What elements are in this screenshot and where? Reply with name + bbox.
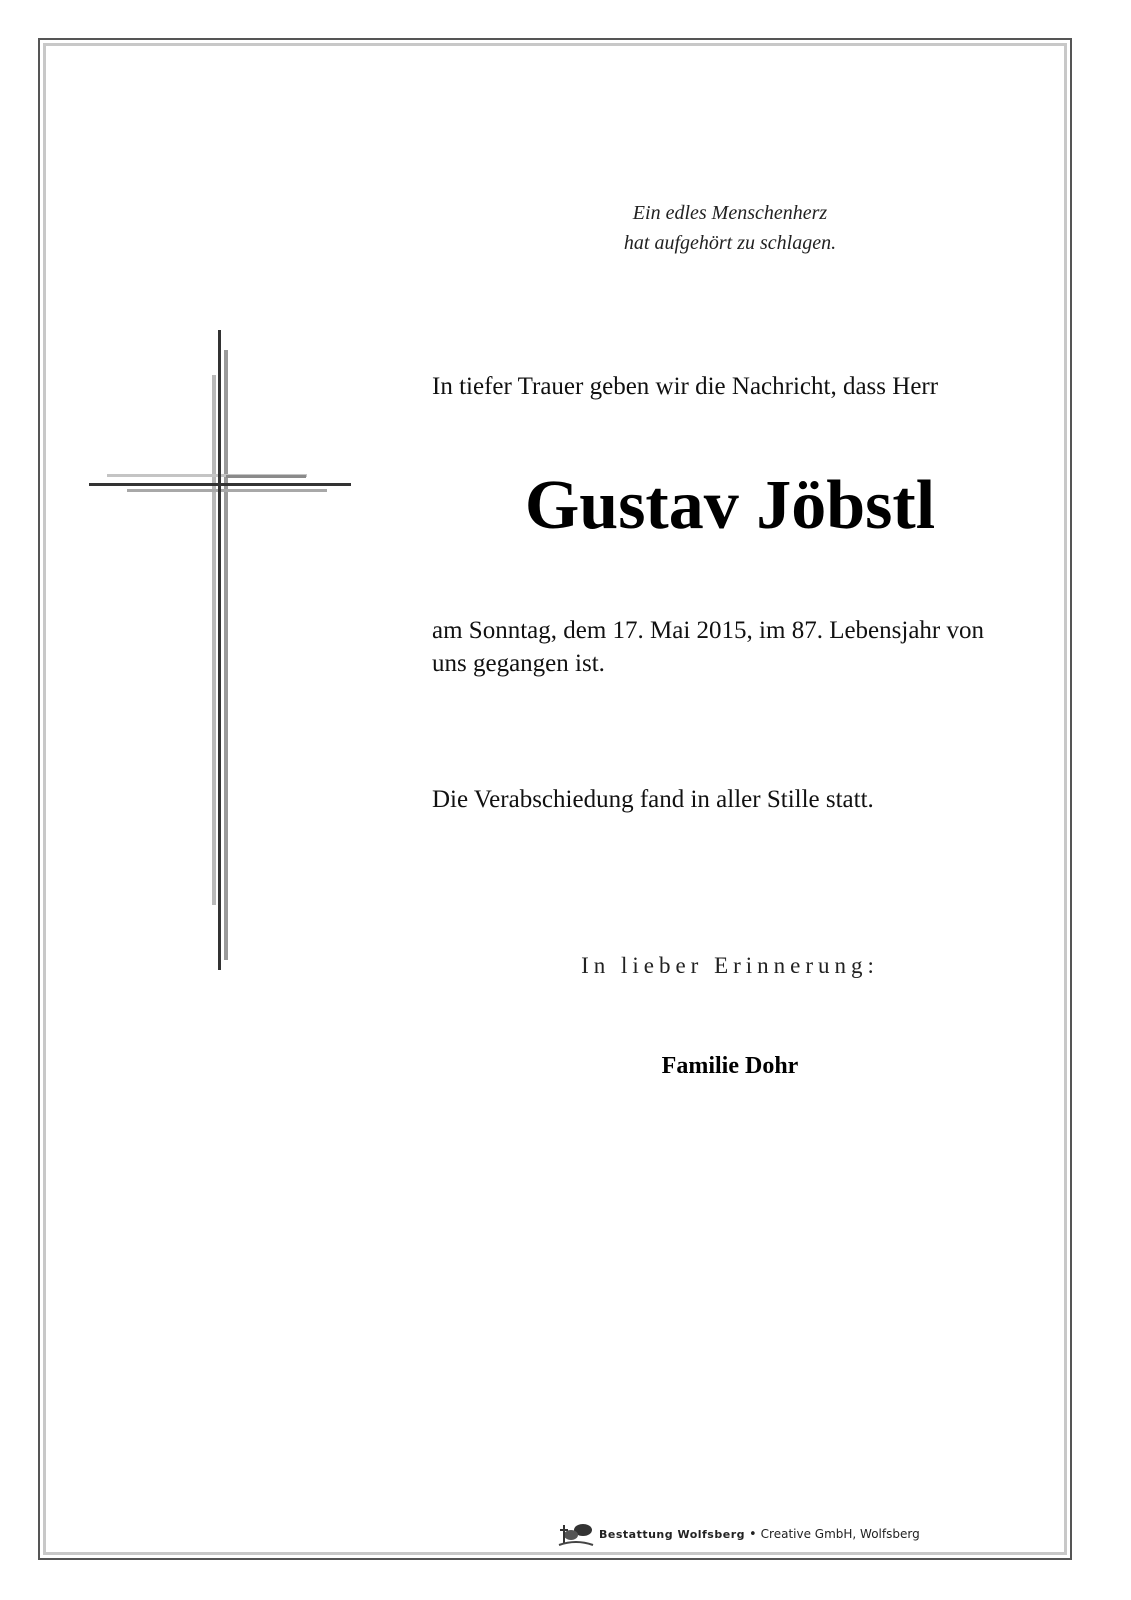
date-paragraph xyxy=(432,614,1032,680)
deceased-name: Gustav Jöbstl xyxy=(524,467,936,544)
motto xyxy=(520,198,940,258)
bestattung-logo-icon xyxy=(557,1521,595,1547)
motto-line-2: hat aufgehört zu schlagen. xyxy=(623,232,837,254)
farewell-text: Die Verabschiedung fand in aller Stille statt. xyxy=(432,786,874,813)
footer-brand: Bestattung Wolfsberg xyxy=(599,1527,745,1541)
date-line-2: uns gegangen ist. xyxy=(432,650,605,677)
memory-heading: In lieber Erinnerung: xyxy=(581,953,879,978)
cross-icon xyxy=(85,325,355,970)
intro-text: In tiefer Trauer geben wir die Nachricht, dass Herr xyxy=(432,373,939,400)
footer-separator: • xyxy=(749,1526,757,1542)
date-line-1: am Sonntag, dem 17. Mai 2015, im 87. Lebensjahr von xyxy=(432,617,985,644)
footer-company: Creative GmbH, Wolfsberg xyxy=(760,1527,920,1541)
footer xyxy=(557,1520,920,1548)
motto-line-1: Ein edles Menschenherz xyxy=(632,202,828,224)
family-signature: Familie Dohr xyxy=(661,1053,799,1079)
